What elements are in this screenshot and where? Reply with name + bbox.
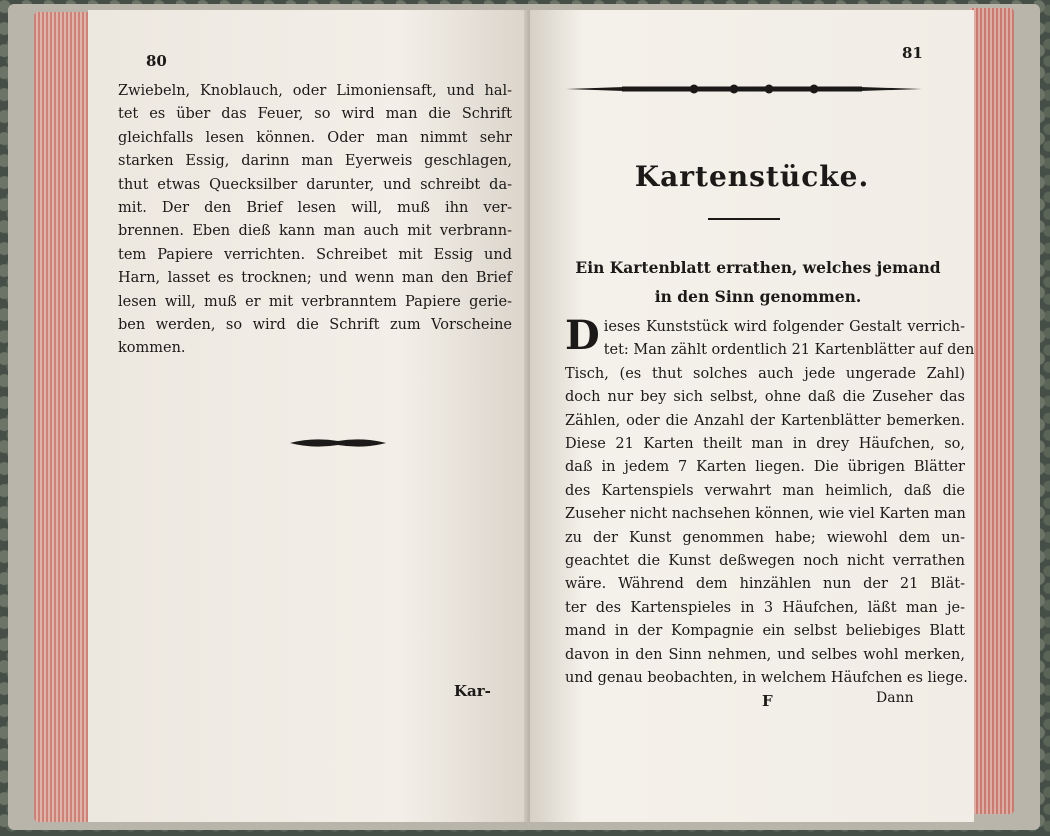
left-page xyxy=(88,10,534,822)
text-line: Harn, lasset es trocknen; und wenn man den Brief xyxy=(118,270,512,287)
text-line: gleichfalls lesen können. Oder man nimmt sehr xyxy=(118,129,512,146)
ornament-rule xyxy=(564,78,924,100)
right-page-edges xyxy=(970,8,1014,814)
text-line: tet: Man zählt ordentlich 21 Kartenblätter auf den xyxy=(603,342,975,359)
text-line: kommen. xyxy=(118,340,186,357)
catchword: Kar- xyxy=(454,682,491,700)
text-line: daß in jedem 7 Karten liegen. Die übrigen Blätter xyxy=(565,459,965,476)
text-line: mit. Der den Brief lesen will, muß ihn ver- xyxy=(118,200,512,217)
text-line: lesen will, muß er mit verbranntem Papiere gerie- xyxy=(118,293,512,310)
chapter-title: Kartenstücke. xyxy=(634,160,870,193)
page-number: 81 xyxy=(902,44,923,62)
text-line: Tisch, (es thut solches auch jede ungerade Zahl) xyxy=(565,365,965,382)
text-line: und genau beobachten, in welchem Häufchen es liege. xyxy=(565,670,968,687)
text-line: davon in den Sinn nehmen, und selbes wohl merken, xyxy=(565,646,965,663)
first-line-text: ieses Kunststück wird folgender Gestalt verrich- xyxy=(603,319,965,335)
title-rule xyxy=(708,218,780,220)
catchword: Dann xyxy=(876,690,914,706)
drop-cap: D xyxy=(565,312,600,359)
ornament-divider xyxy=(288,436,388,450)
text-line: des Kartenspiels verwahrt man heimlich, daß die xyxy=(565,482,965,499)
text-line: Zählen, oder die Anzahl der Kartenblätter bemerken. xyxy=(565,412,965,429)
text-line: doch nur bey sich selbst, ohne daß die Zuseher das xyxy=(565,389,965,406)
text-line: geachtet die Kunst deßwegen noch nicht verrathen xyxy=(565,553,965,570)
text-line: thut etwas Quecksilber darunter, und schreibt da- xyxy=(118,176,512,193)
text-line: mand in der Kompagnie ein selbst beliebiges Blatt xyxy=(565,623,965,640)
text-line: starken Essig, darinn man Eyerweis geschlagen, xyxy=(118,153,512,170)
page-number: 80 xyxy=(146,52,167,70)
text-line: Diese 21 Karten theilt man in drey Häufchen, so, xyxy=(565,436,965,453)
left-page-edges xyxy=(34,12,90,822)
text-line: tet es über das Feuer, so wird man die Schrift xyxy=(118,106,512,123)
text-line: ben werden, so wird die Schrift zum Vorscheine xyxy=(118,317,512,334)
section-heading-line: in den Sinn genommen. xyxy=(654,287,862,306)
text-line: brennen. Eben dieß kann man auch mit verbrann- xyxy=(118,223,512,240)
text-line: tem Papiere verrichten. Schreibet mit Essig und xyxy=(118,246,512,263)
text-line: wäre. Während dem hinzählen nun der 21 Blät- xyxy=(565,576,965,593)
text-line: zu der Kunst genommen habe; wiewohl dem un- xyxy=(565,529,965,546)
signature-mark: F xyxy=(762,692,773,710)
text-line: Zuseher nicht nachsehen können, wie viel Karten man xyxy=(565,506,966,523)
text-line: Zwiebeln, Knoblauch, oder Limoniensaft, und hal- xyxy=(118,83,512,99)
left-body-text xyxy=(118,80,512,361)
section-heading-line: Ein Kartenblatt errathen, welches jemand xyxy=(575,258,941,277)
text-line: ter des Kartenspieles in 3 Häufchen, läßt man je- xyxy=(565,599,965,616)
right-body-text xyxy=(565,312,975,691)
right-page xyxy=(530,10,974,822)
